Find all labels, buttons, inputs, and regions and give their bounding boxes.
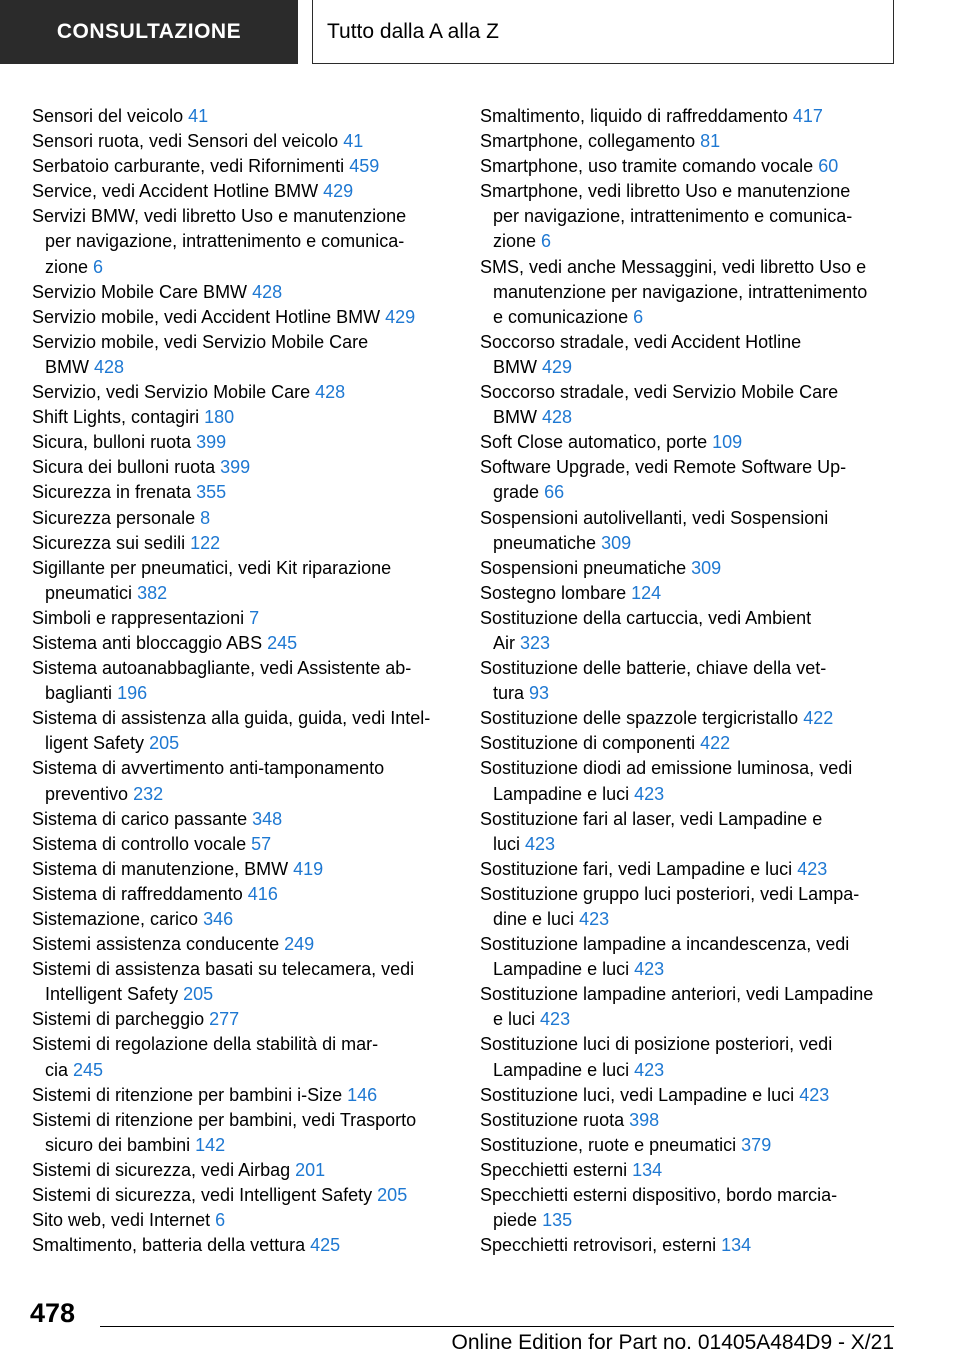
index-entry: [480, 982, 900, 1032]
entry-continuation: ligent Safety: [45, 733, 145, 754]
entry-term: Sistemi di ritenzione per bambini i-Size: [32, 1084, 343, 1105]
entry-term: Sistema di assistenza alla guida, guida, vedi Intel-: [32, 708, 431, 729]
page-reference-link[interactable]: 423: [579, 909, 610, 929]
index-column-right: [480, 104, 900, 1258]
index-entry: [32, 1007, 452, 1032]
entry-continuation: Intelligent Safety: [45, 984, 179, 1005]
entry-term: Sistemi di sicurezza, vedi Airbag: [32, 1159, 291, 1180]
page-reference-link[interactable]: 309: [691, 557, 722, 578]
entry-continuation: e comunicazione: [493, 306, 629, 327]
page-reference-link[interactable]: 423: [799, 1084, 830, 1105]
page-reference-link[interactable]: 399: [196, 432, 227, 453]
entry-term: Sistemi di regolazione della stabilità di mar-: [32, 1034, 379, 1055]
entry-term: Smartphone, vedi libretto Uso e manutenzione: [480, 181, 851, 202]
page-reference-link[interactable]: 423: [797, 858, 828, 879]
entry-continuation: tura: [493, 683, 525, 704]
index-entry: [480, 882, 900, 932]
entry-continuation: zione: [493, 231, 537, 252]
entry-term: Sigillante per pneumatici, vedi Kit riparazione: [32, 557, 392, 578]
page-reference-link[interactable]: 429: [542, 356, 573, 377]
index-entry: [480, 154, 900, 179]
index-entry: [480, 129, 900, 154]
page-reference-link[interactable]: 428: [94, 356, 125, 377]
entry-continuation: dine e luci: [493, 909, 575, 929]
index-entry: [32, 882, 452, 907]
page-reference-link[interactable]: 348: [252, 808, 283, 829]
index-entry: [32, 556, 452, 606]
entry-term: Sostituzione delle spazzole tergicristallo: [480, 708, 799, 729]
entry-term: Sicura dei bulloni ruota: [32, 457, 216, 478]
index-entry: [32, 1032, 452, 1082]
index-entry: [480, 606, 900, 656]
index-entry: [32, 305, 452, 330]
page-reference-link[interactable]: 429: [385, 306, 416, 327]
entry-term: Software Upgrade, vedi Remote Software Up-: [480, 457, 847, 478]
page-reference-link[interactable]: 7: [249, 607, 260, 628]
entry-term: Sicurezza sui sedili: [32, 532, 186, 553]
entry-term: Sostituzione diodi ad emissione luminosa, vedi: [480, 758, 853, 779]
entry-term: Servizio mobile, vedi Servizio Mobile Care: [32, 331, 369, 352]
index-entry: [32, 631, 452, 656]
index-entry: [480, 330, 900, 380]
page-reference-link[interactable]: 205: [377, 1185, 408, 1206]
index-entry: [32, 204, 452, 279]
entry-continuation: Lampadine e luci: [493, 1059, 630, 1080]
page-reference-link[interactable]: 379: [741, 1134, 772, 1155]
page-number: 478: [30, 1298, 76, 1328]
entry-term: Sostituzione lampadine anteriori, vedi Lampadine: [480, 984, 874, 1005]
index-entry: [32, 756, 452, 806]
page-reference-link[interactable]: 201: [295, 1159, 326, 1180]
index-entry: [32, 1183, 452, 1208]
page-reference-link[interactable]: 423: [634, 783, 665, 804]
entry-term: Sistemi di ritenzione per bambini, vedi Trasporto: [32, 1109, 417, 1130]
footer-divider: [100, 1326, 894, 1327]
page-reference-link[interactable]: 398: [629, 1109, 660, 1130]
entry-continuation: cia: [45, 1059, 69, 1080]
entry-continuation: BMW: [45, 356, 89, 377]
index-entry: [480, 731, 900, 756]
page-reference-link[interactable]: 124: [631, 582, 662, 603]
index-entry: [32, 932, 452, 957]
entry-term: Soft Close automatico, porte: [480, 432, 708, 453]
index-entry: [480, 179, 900, 254]
page-reference-link[interactable]: 196: [117, 683, 148, 704]
index-entry: [32, 380, 452, 405]
page-reference-link[interactable]: 355: [196, 482, 227, 503]
index-entry: [32, 1208, 452, 1233]
index-entry: [32, 129, 452, 154]
entry-term: Smartphone, collegamento: [480, 131, 696, 152]
entry-continuation: Air: [493, 632, 515, 653]
page-reference-link[interactable]: 245: [267, 632, 298, 653]
page-reference-link[interactable]: 180: [204, 407, 235, 428]
index-entry: [32, 807, 452, 832]
page-reference-link[interactable]: 57: [251, 833, 272, 854]
entry-term: Sistemi assistenza conducente: [32, 934, 280, 955]
entry-term: Service, vedi Accident Hotline BMW: [32, 181, 319, 202]
entry-term: Sostituzione, ruote e pneumatici: [480, 1134, 737, 1155]
entry-term: SMS, vedi anche Messaggini, vedi libretto Uso e: [480, 256, 867, 277]
page-reference-link[interactable]: 423: [525, 833, 556, 854]
entry-term: Sistema anti bloccaggio ABS: [32, 632, 263, 653]
index-entry: [480, 255, 900, 330]
index-entry: [32, 430, 452, 455]
entry-continuation: per navigazione, intrattenimento e comunica-: [45, 231, 405, 252]
page-reference-link[interactable]: 122: [190, 532, 221, 553]
entry-term: Soccorso stradale, vedi Accident Hotline: [480, 331, 802, 352]
index-entry: [32, 405, 452, 430]
index-entry: [32, 1158, 452, 1183]
page-reference-link[interactable]: 277: [209, 1009, 240, 1030]
entry-continuation: per navigazione, intrattenimento e comunica-: [493, 206, 853, 227]
index-entry: [480, 1133, 900, 1158]
entry-continuation: Lampadine e luci: [493, 783, 630, 804]
page-reference-link[interactable]: 428: [542, 407, 573, 428]
entry-term: Smartphone, uso tramite comando vocale: [480, 156, 814, 177]
page-reference-link[interactable]: 205: [149, 733, 180, 754]
page-reference-link[interactable]: 41: [188, 106, 209, 126]
entry-term: Sostituzione della cartuccia, vedi Ambient: [480, 607, 812, 628]
page-reference-link[interactable]: 245: [73, 1059, 104, 1080]
entry-term: Sostituzione gruppo luci posteriori, vedi Lampa-: [480, 883, 860, 904]
page-reference-link[interactable]: 146: [347, 1084, 378, 1105]
index-entry: [32, 656, 452, 706]
page-reference-link[interactable]: 8: [200, 507, 211, 528]
page-reference-link[interactable]: 142: [195, 1134, 226, 1155]
page-reference-link[interactable]: 205: [183, 984, 214, 1005]
entry-term: Servizio mobile, vedi Accident Hotline BMW: [32, 306, 381, 327]
index-entry: [32, 531, 452, 556]
index-entry: [480, 506, 900, 556]
page-reference-link[interactable]: 416: [247, 883, 278, 904]
index-entry: [32, 330, 452, 380]
page-reference-link[interactable]: 425: [310, 1235, 341, 1256]
index-column-left: [32, 104, 452, 1258]
entry-term: Sistema autoanabbagliante, vedi Assistente ab-: [32, 658, 412, 679]
index-entry: [32, 179, 452, 204]
page-reference-link[interactable]: 41: [343, 131, 364, 152]
index-entry: [480, 857, 900, 882]
index-entry: [32, 455, 452, 480]
index-entry: [32, 154, 452, 179]
page-reference-link[interactable]: 134: [632, 1159, 663, 1180]
entry-term: Sostituzione fari al laser, vedi Lampadine e: [480, 808, 823, 829]
entry-continuation: luci: [493, 833, 521, 854]
section-tab: CONSULTAZIONE: [0, 0, 298, 64]
entry-term: Sicurezza in frenata: [32, 482, 192, 503]
index-entry: [32, 1108, 452, 1158]
index-entry: [32, 1083, 452, 1108]
index-entry: [480, 807, 900, 857]
page-reference-link[interactable]: 422: [700, 733, 731, 754]
entry-term: Sensori del veicolo: [32, 106, 184, 126]
entry-continuation: BMW: [493, 407, 537, 428]
entry-continuation: zione: [45, 256, 89, 277]
entry-term: Sicurezza personale: [32, 507, 196, 528]
entry-term: Sensori ruota, vedi Sensori del veicolo: [32, 131, 339, 152]
page-reference-link[interactable]: 423: [634, 1059, 665, 1080]
entry-term: Sostituzione luci di posizione posteriori, vedi: [480, 1034, 833, 1055]
index-entry: [480, 1083, 900, 1108]
index-entry: [480, 1233, 900, 1258]
page-reference-link[interactable]: 93: [529, 683, 550, 704]
entry-term: Specchietti esterni dispositivo, bordo marcia-: [480, 1185, 838, 1206]
entry-term: Smaltimento, liquido di raffreddamento: [480, 106, 788, 126]
page-reference-link[interactable]: 6: [93, 256, 104, 277]
entry-term: Sistema di manutenzione, BMW: [32, 858, 289, 879]
page-reference-link[interactable]: 249: [284, 934, 315, 955]
entry-continuation: grade: [493, 482, 540, 503]
entry-term: Sostegno lombare: [480, 582, 627, 603]
page-reference-link[interactable]: 419: [293, 858, 324, 879]
entry-term: Simboli e rappresentazioni: [32, 607, 245, 628]
index-entry: [32, 280, 452, 305]
entry-term: Servizio, vedi Servizio Mobile Care: [32, 382, 311, 403]
entry-term: Sistema di avvertimento anti-tamponamento: [32, 758, 385, 779]
index-entry: [480, 581, 900, 606]
page-reference-link[interactable]: 60: [818, 156, 839, 177]
entry-term: Specchietti retrovisori, esterni: [480, 1235, 717, 1256]
entry-term: Servizio Mobile Care BMW: [32, 281, 248, 302]
entry-term: Sostituzione di componenti: [480, 733, 696, 754]
page-reference-link[interactable]: 6: [215, 1210, 226, 1231]
entry-continuation: Lampadine e luci: [493, 959, 630, 980]
index-entry: [32, 480, 452, 505]
index-entry: [480, 1108, 900, 1133]
page-reference-link[interactable]: 428: [315, 382, 346, 403]
edition-footer: Online Edition for Part no. 01405A484D9 - X/21: [451, 1331, 894, 1354]
page-reference-link[interactable]: 422: [803, 708, 834, 729]
index-entry: [480, 455, 900, 505]
entry-continuation: pneumatiche: [493, 532, 597, 553]
page-reference-link[interactable]: 309: [601, 532, 632, 553]
index-entry: [32, 1233, 452, 1258]
entry-continuation: e luci: [493, 1009, 536, 1030]
index-entry: [480, 430, 900, 455]
entry-term: Sistemi di parcheggio: [32, 1009, 205, 1030]
page-reference-link[interactable]: 399: [220, 457, 251, 478]
index-entry: [32, 857, 452, 882]
page-reference-link[interactable]: 81: [700, 131, 721, 152]
entry-continuation: baglianti: [45, 683, 113, 704]
entry-term: Sistemi di sicurezza, vedi Intelligent Safety: [32, 1185, 373, 1206]
entry-term: Serbatoio carburante, vedi Rifornimenti: [32, 156, 345, 177]
page-reference-link[interactable]: 423: [540, 1009, 571, 1030]
entry-term: Smaltimento, batteria della vettura: [32, 1235, 306, 1256]
page-reference-link[interactable]: 346: [203, 909, 234, 929]
entry-continuation: sicuro dei bambini: [45, 1134, 191, 1155]
page-reference-link[interactable]: 382: [137, 582, 168, 603]
entry-term: Sicura, bulloni ruota: [32, 432, 192, 453]
page-reference-link[interactable]: 135: [542, 1210, 573, 1231]
index-entry: [32, 957, 452, 1007]
index-entry: [480, 556, 900, 581]
index-entry: [32, 606, 452, 631]
page-reference-link[interactable]: 323: [520, 632, 551, 653]
index-entry: [32, 706, 452, 756]
entry-term: Shift Lights, contagiri: [32, 407, 200, 428]
page-reference-link[interactable]: 6: [541, 231, 552, 252]
page-reference-link[interactable]: 417: [792, 106, 823, 126]
page-reference-link[interactable]: 459: [349, 156, 380, 177]
entry-term: Sistema di controllo vocale: [32, 833, 247, 854]
index-entry: [32, 104, 452, 129]
index-entry: [480, 706, 900, 731]
entry-continuation: BMW: [493, 356, 537, 377]
index-entry: [480, 1183, 900, 1233]
entry-continuation: manutenzione per navigazione, intrattenimento: [493, 281, 868, 302]
entry-term: Specchietti esterni: [480, 1159, 628, 1180]
entry-term: Sistemazione, carico: [32, 909, 199, 929]
entry-continuation: preventivo: [45, 783, 129, 804]
entry-term: Sistema di raffreddamento: [32, 883, 243, 904]
entry-term: Sostituzione fari, vedi Lampadine e luci: [480, 858, 793, 879]
entry-term: Soccorso stradale, vedi Servizio Mobile Care: [480, 382, 839, 403]
page-reference-link[interactable]: 6: [633, 306, 644, 327]
index-entry: [480, 932, 900, 982]
entry-term: Sostituzione lampadine a incandescenza, vedi: [480, 934, 850, 955]
index-entry: [480, 756, 900, 806]
entry-continuation: piede: [493, 1210, 538, 1231]
entry-term: Sostituzione ruota: [480, 1109, 625, 1130]
entry-term: Sito web, vedi Internet: [32, 1210, 211, 1231]
index-entry: [480, 1032, 900, 1082]
entry-term: Sistemi di assistenza basati su telecamera, vedi: [32, 959, 415, 980]
index-entry: [480, 1158, 900, 1183]
page-reference-link[interactable]: 423: [634, 959, 665, 980]
chapter-title: Tutto dalla A alla Z: [312, 0, 894, 64]
page-reference-link[interactable]: 232: [133, 783, 164, 804]
index-entry: [32, 832, 452, 857]
entry-term: Sistema di carico passante: [32, 808, 248, 829]
page-reference-link[interactable]: 429: [323, 181, 354, 202]
entry-term: Sospensioni pneumatiche: [480, 557, 687, 578]
page-header: [0, 0, 960, 66]
index-entry: [480, 380, 900, 430]
index-entry: [480, 656, 900, 706]
entry-term: Servizi BMW, vedi libretto Uso e manutenzione: [32, 206, 407, 227]
entry-term: Sospensioni autolivellanti, vedi Sospensioni: [480, 507, 829, 528]
index-entry: [32, 506, 452, 531]
index-entry: [480, 104, 900, 129]
entry-continuation: pneumatici: [45, 582, 133, 603]
page-reference-link[interactable]: 66: [544, 482, 565, 503]
page-reference-link[interactable]: 428: [252, 281, 283, 302]
entry-term: Sostituzione delle batterie, chiave della vet-: [480, 658, 827, 679]
index-entry: [32, 907, 452, 932]
page-reference-link[interactable]: 134: [721, 1235, 752, 1256]
page-reference-link[interactable]: 109: [712, 432, 743, 453]
entry-term: Sostituzione luci, vedi Lampadine e luci: [480, 1084, 795, 1105]
